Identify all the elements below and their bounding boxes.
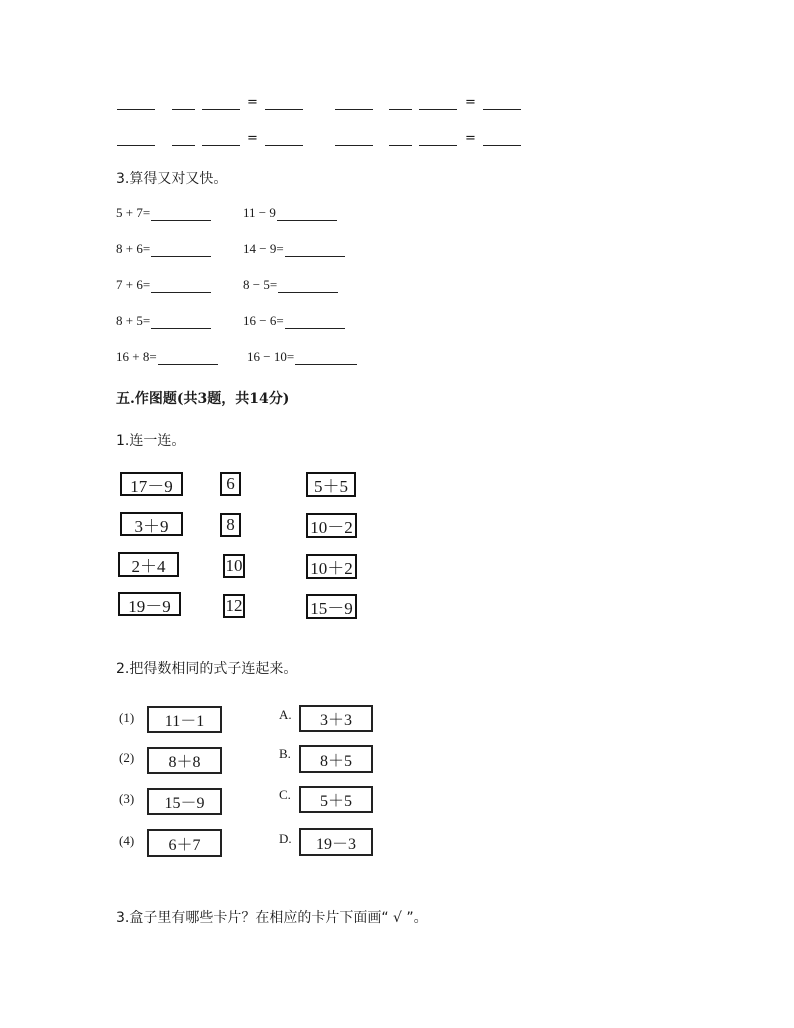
pair-right-box-a: 3＋3 [299, 705, 373, 732]
calc-right-2 [243, 241, 345, 257]
blank-line [419, 109, 457, 110]
match-right-box-2: 10－2 [306, 513, 357, 538]
pair-left-box-1: 11－1 [147, 706, 222, 733]
calc-expression: 16 + 8= [116, 349, 157, 364]
blank-line [335, 109, 373, 110]
equals-sign: = [247, 131, 258, 146]
answer-blank [151, 243, 211, 257]
left-item-label-4: (4) [119, 833, 135, 848]
section-5-title: 五.作图题(共3题，共14分) [116, 391, 290, 407]
blank-line [419, 145, 457, 146]
calc-left-3 [116, 277, 211, 293]
left-item-label-2: (2) [119, 750, 135, 765]
calc-expression: 8 + 5= [116, 313, 151, 328]
answer-blank [151, 207, 211, 221]
calc-right-5 [247, 349, 357, 365]
blank-line [483, 145, 521, 146]
answer-blank [285, 243, 345, 257]
match-mid-box-1: 6 [220, 472, 241, 496]
blank-line [389, 145, 412, 146]
answer-blank [278, 279, 338, 293]
blank-line [335, 145, 373, 146]
answer-blank [285, 315, 345, 329]
calc-expression: 8 − 5= [243, 277, 278, 292]
question-3-title: 3.盒子里有哪些卡片？在相应的卡片下面画“ √ ”。 [116, 910, 428, 926]
answer-blank [158, 351, 218, 365]
question-1-title: 1.连一连。 [116, 433, 186, 449]
match-left-box-1: 17－9 [120, 472, 183, 496]
blank-line [265, 145, 303, 146]
pair-left-box-2: 8＋8 [147, 747, 222, 774]
calc-left-5 [116, 349, 218, 365]
blank-line [117, 109, 155, 110]
calc-expression: 5 + 7= [116, 205, 151, 220]
equals-sign: = [465, 131, 476, 146]
calc-right-3 [243, 277, 338, 293]
calc-expression: 7 + 6= [116, 277, 151, 292]
match-mid-box-3: 10 [223, 554, 245, 578]
question-2-title: 2.把得数相同的式子连起来。 [116, 661, 298, 677]
right-item-label-c: C. [279, 787, 291, 802]
calc-expression: 11 − 9 [243, 205, 276, 220]
blank-line [202, 109, 240, 110]
pair-right-box-c: 5＋5 [299, 786, 373, 813]
blank-line [117, 145, 155, 146]
blank-line [389, 109, 412, 110]
right-item-label-b: B. [279, 746, 291, 761]
pair-left-box-3: 15－9 [147, 788, 222, 815]
blank-line [265, 109, 303, 110]
equals-sign: = [465, 95, 476, 110]
pair-right-box-d: 19－3 [299, 828, 373, 856]
calc-expression: 16 − 10= [247, 349, 295, 364]
calc-right-1 [243, 205, 337, 221]
match-right-box-3: 10＋2 [306, 554, 357, 579]
match-right-box-1: 5＋5 [306, 472, 356, 497]
answer-blank [151, 315, 211, 329]
calc-left-1 [116, 205, 211, 221]
pair-left-box-4: 6＋7 [147, 829, 222, 857]
match-left-box-2: 3＋9 [120, 512, 183, 536]
match-left-box-4: 19－9 [118, 592, 181, 616]
equals-sign: = [247, 95, 258, 110]
blank-line [483, 109, 521, 110]
calc-expression: 16 − 6= [243, 313, 284, 328]
pair-right-box-b: 8＋5 [299, 745, 373, 773]
calc-right-4 [243, 313, 345, 329]
calc-left-2 [116, 241, 211, 257]
right-item-label-a: A. [279, 707, 292, 722]
left-item-label-3: (3) [119, 791, 135, 806]
answer-blank [277, 207, 337, 221]
answer-blank [151, 279, 211, 293]
blank-line [202, 145, 240, 146]
calc-expression: 14 − 9= [243, 241, 284, 256]
calc-expression: 8 + 6= [116, 241, 151, 256]
blank-line [172, 145, 195, 146]
answer-blank [295, 351, 357, 365]
blank-line [172, 109, 195, 110]
left-item-label-1: (1) [119, 710, 135, 725]
calc-left-4 [116, 313, 211, 329]
right-item-label-d: D. [279, 831, 292, 846]
match-mid-box-4: 12 [223, 594, 245, 618]
problem-3-title: 3.算得又对又快。 [116, 171, 228, 187]
match-left-box-3: 2＋4 [118, 552, 179, 577]
match-mid-box-2: 8 [220, 513, 241, 537]
match-right-box-4: 15－9 [306, 594, 357, 619]
